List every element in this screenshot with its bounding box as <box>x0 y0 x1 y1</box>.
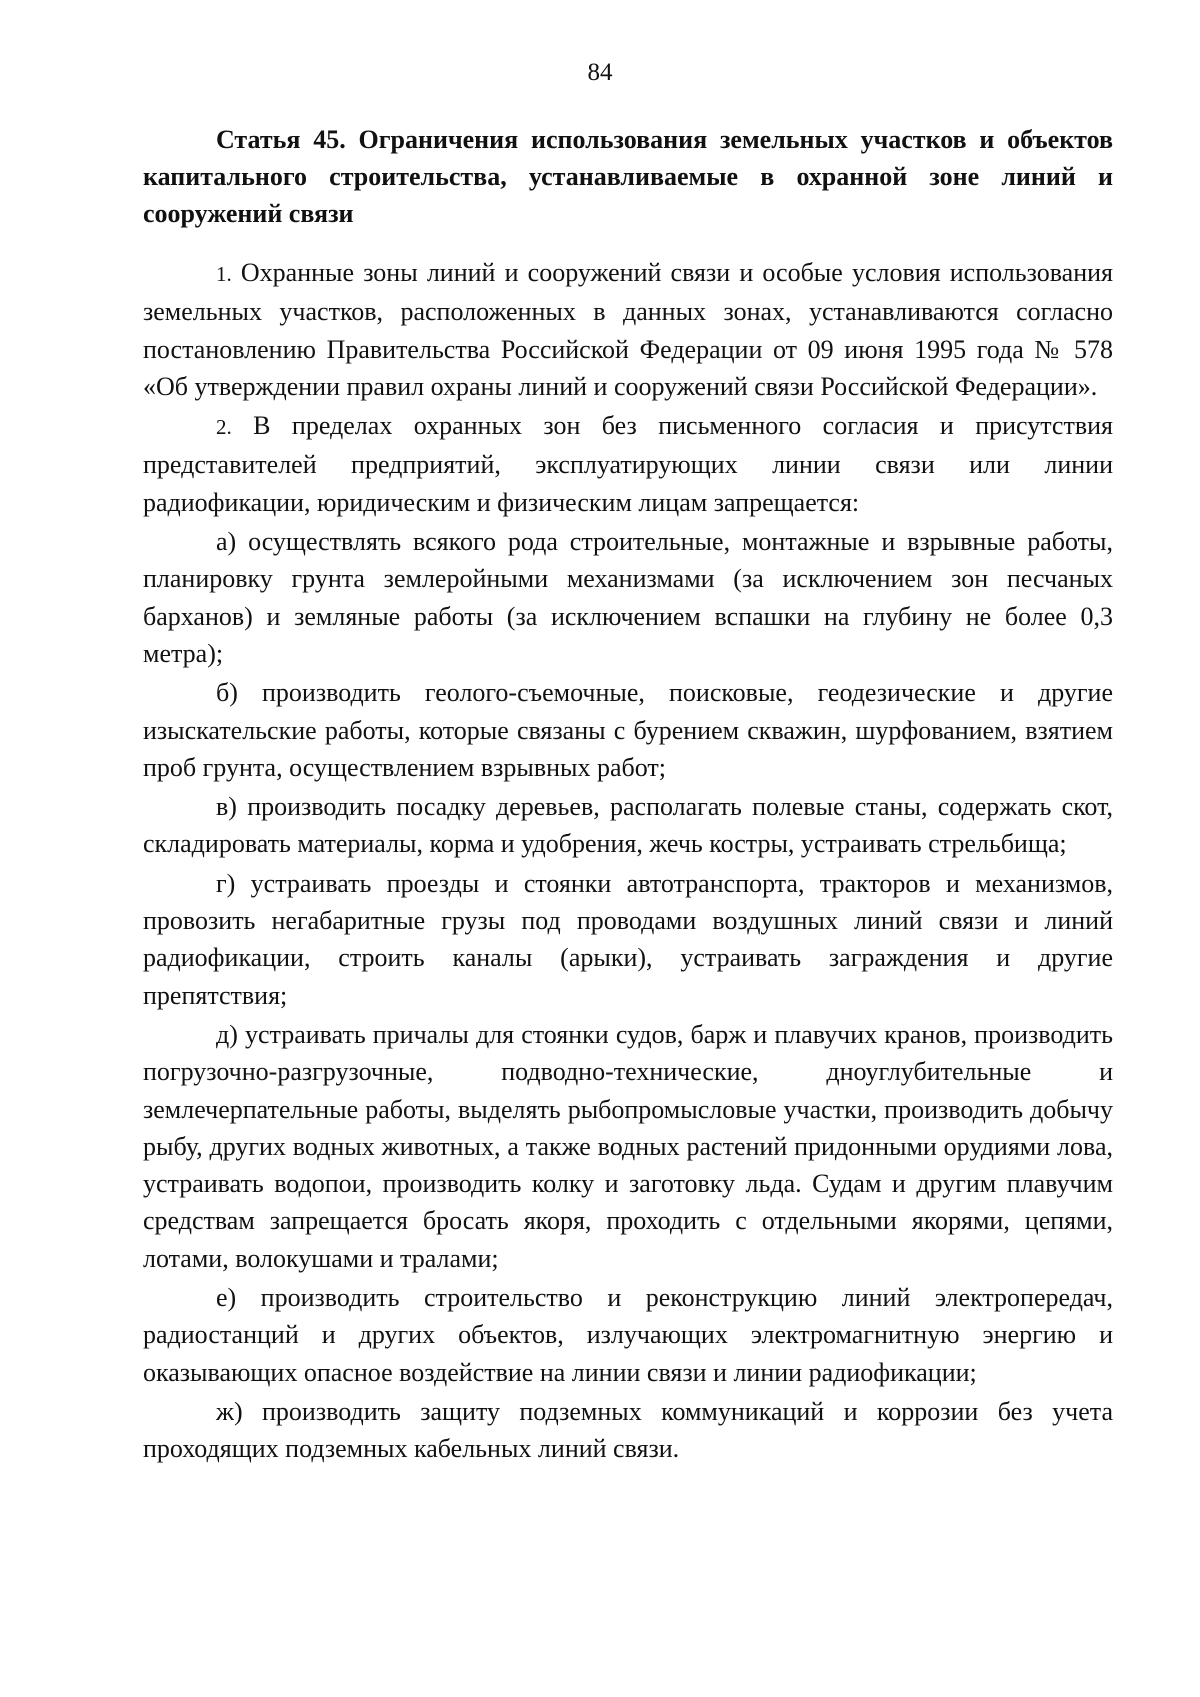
list-item-zh: ж) производить защиту подземных коммуникаций и коррозии без учета проходящих подземных кабельных линий связи. <box>143 1396 1113 1464</box>
list-item-d: д) устраивать причалы для стоянки судов, барж и плавучих кранов, производить погрузочно-разгрузочные, подводно-технические, дноуглубительные и землечерпательные работы, выделять рыбопромысловые участки, производить добычу рыбу, других водных животных, а также водных растений придонными орудиями лова, устраивать водопои, производить колку и заготовку льда. Судам и другим плавучим средствам запрещается бросать якоря, проходить с отдельными якорями, цепями, лотами, волокушами и тралами; <box>143 1019 1113 1273</box>
paragraph-number: 2. <box>216 415 232 440</box>
list-item-v: в) производить посадку деревьев, располагать полевые станы, содержать скот, складировать материалы, корма и удобрения, жечь костры, устраивать стрельбища; <box>143 792 1113 859</box>
paragraph-text: Охранные зоны линий и сооружений связи и особые условия использования земельных участков, расположенных в данных зонах, устанавливаются согласно постановлению Правительства Российской Федерации от 09 июня 1995 года № 578 «Об утверждении правил охраны линий и сооружений связи Российской Федерации». <box>143 258 1113 401</box>
list-item-b: б) производить геолого-съемочные, поисковые, геодезические и другие изыскательские работы, которые связаны с бурением скважин, шурфованием, взятием проб грунта, осуществлением взрывных работ; <box>143 678 1113 782</box>
document-body <box>143 121 1113 1470</box>
paragraph-text: В пределах охранных зон без письменного согласия и присутствия представителей предприятий, эксплуатирующих линии связи или линии радиофикации, юридическим и физическим лицам запрещается: <box>143 411 1113 517</box>
list-item-a: а) осуществлять всякого рода строительные, монтажные и взрывные работы, планировку грунта землеройными механизмами (за исключением зон песчаных барханов) и земляные работы (за исключением вспашки на глубину не более 0,3 метра); <box>143 527 1113 668</box>
paragraph-1 <box>143 254 1113 405</box>
article-title: Статья 45. Ограничения использования земельных участков и объектов капитального строительства, устанавливаемые в охранной зоне линий и сооружений связи <box>143 125 1113 228</box>
paragraph-2 <box>143 407 1113 521</box>
list-item-e: е) производить строительство и реконструкцию линий электропередач, радиостанций и других объектов, излучающих электромагнитную энергию и оказывающих опасное воздействие на линии связи и линии радиофикации; <box>143 1283 1113 1387</box>
paragraph-number: 1. <box>216 262 232 286</box>
list-item-g: г) устраивать проезды и стоянки автотранспорта, тракторов и механизмов, провозить негабаритные грузы под проводами воздушных линий связи и линий радиофикации, строить каналы (арыки), устраивать заграждения и другие препятствия; <box>143 868 1113 1010</box>
page-number: 84 <box>587 59 613 86</box>
